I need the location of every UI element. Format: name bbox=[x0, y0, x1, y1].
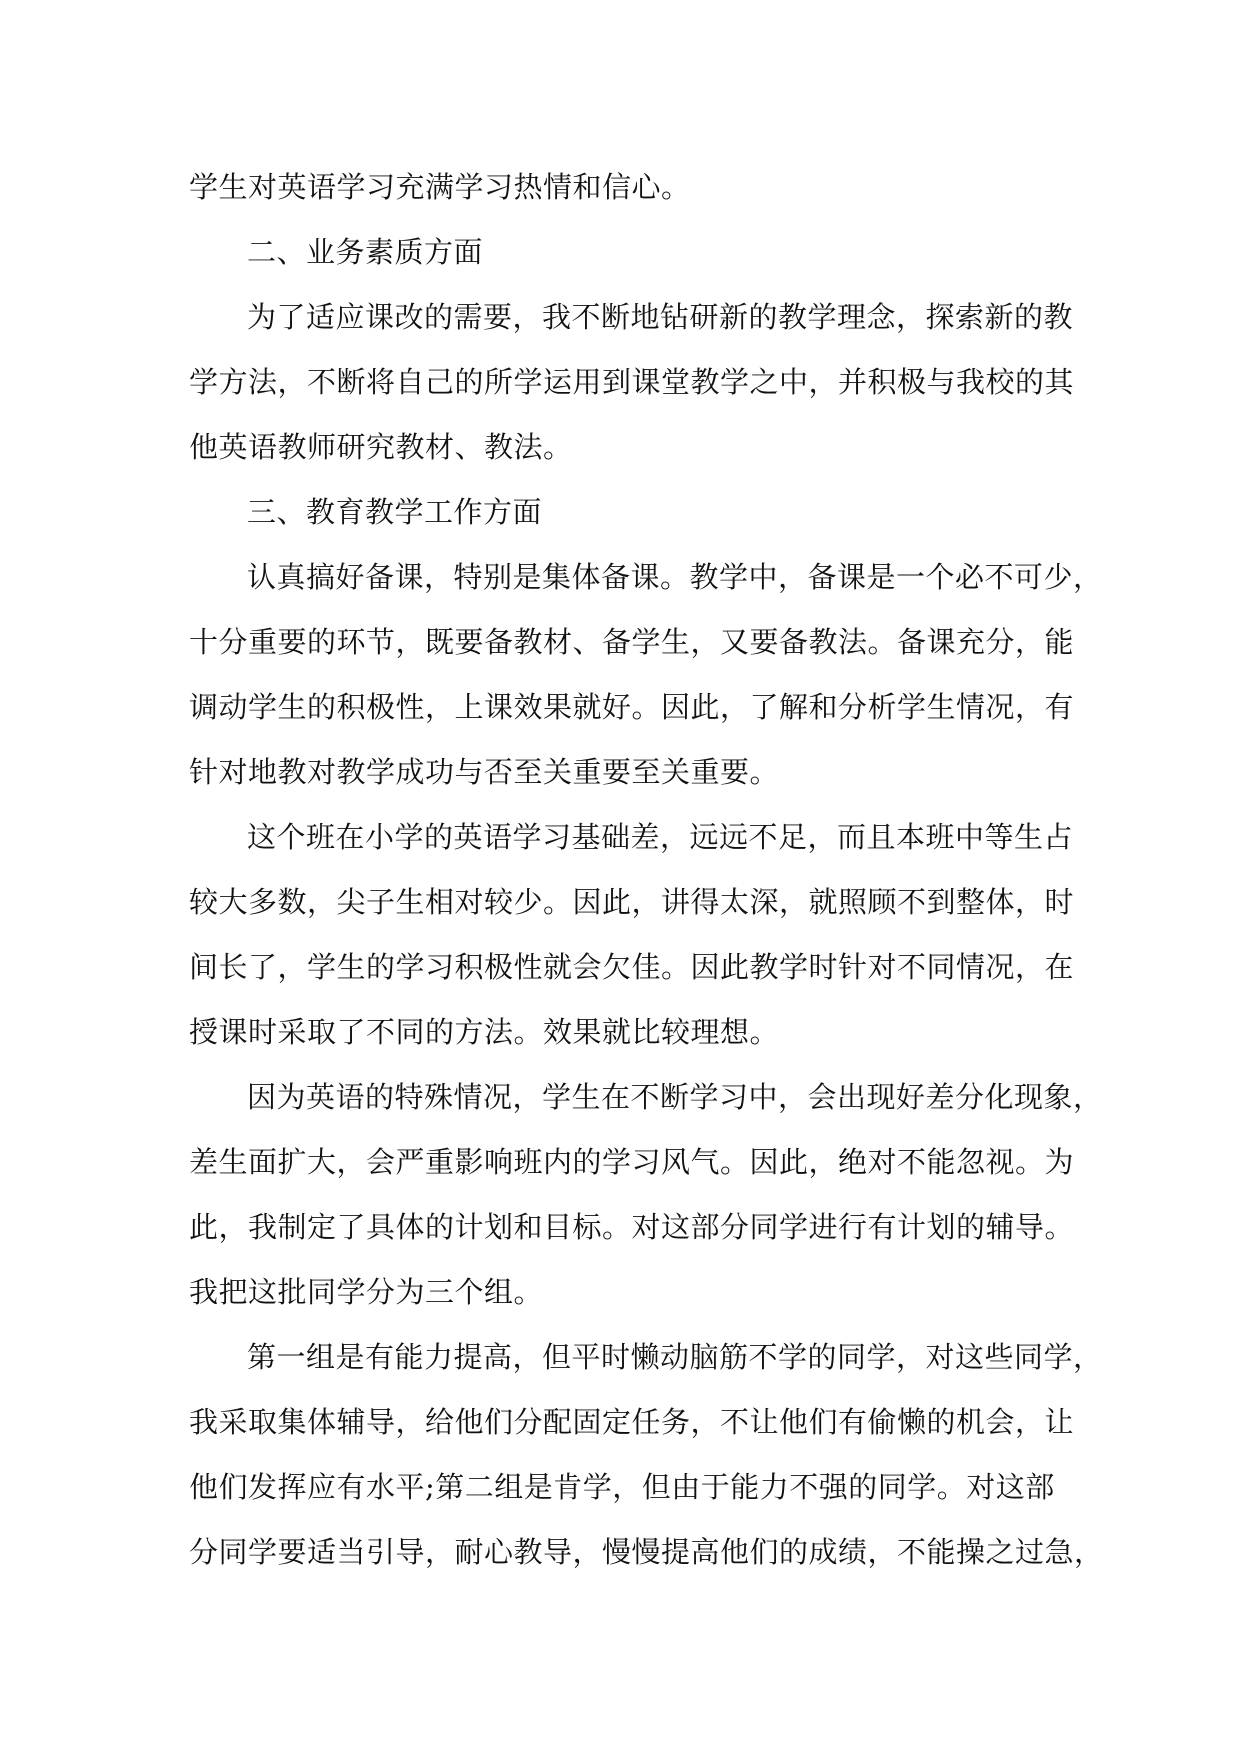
text-line: 较大多数，尖子生相对较少。因此，讲得太深，就照顾不到整体，时 bbox=[189, 885, 1075, 919]
text-line: 因为英语的特殊情况，学生在不断学习中，会出现好差分化现象， bbox=[247, 1080, 1103, 1114]
section-heading: 二、业务素质方面 bbox=[247, 235, 484, 269]
text-line: 认真搞好备课，特别是集体备课。教学中，备课是一个必不可少， bbox=[247, 560, 1103, 594]
text-line: 他英语教师研究教材、教法。 bbox=[189, 430, 573, 464]
text-line: 这个班在小学的英语学习基础差，远远不足，而且本班中等生占 bbox=[247, 820, 1074, 854]
text-line: 他们发挥应有水平;第二组是肯学，但由于能力不强的同学。对这部 bbox=[189, 1470, 1055, 1504]
text-line: 差生面扩大，会严重影响班内的学习风气。因此，绝对不能忽视。为 bbox=[189, 1145, 1075, 1179]
text-line: 分同学要适当引导，耐心教导，慢慢提高他们的成绩，不能操之过急， bbox=[189, 1535, 1104, 1569]
text-line: 授课时采取了不同的方法。效果就比较理想。 bbox=[189, 1015, 780, 1049]
section-heading: 三、教育教学工作方面 bbox=[247, 495, 543, 529]
document-body bbox=[189, 155, 1104, 1585]
text-line: 学生对英语学习充满学习热情和信心。 bbox=[189, 170, 691, 204]
text-line: 我采取集体辅导，给他们分配固定任务，不让他们有偷懒的机会，让 bbox=[189, 1405, 1075, 1439]
text-line: 为了适应课改的需要，我不断地钻研新的教学理念，探索新的教 bbox=[247, 300, 1074, 334]
text-line: 间长了，学生的学习积极性就会欠佳。因此教学时针对不同情况，在 bbox=[189, 950, 1075, 984]
text-line: 第一组是有能力提高，但平时懒动脑筋不学的同学，对这些同学， bbox=[247, 1340, 1103, 1374]
text-line: 十分重要的环节，既要备教材、备学生，又要备教法。备课充分，能 bbox=[189, 625, 1075, 659]
text-line: 调动学生的积极性，上课效果就好。因此，了解和分析学生情况，有 bbox=[189, 690, 1075, 724]
text-line: 此，我制定了具体的计划和目标。对这部分同学进行有计划的辅导。 bbox=[189, 1210, 1075, 1244]
text-line: 我把这批同学分为三个组。 bbox=[189, 1275, 544, 1309]
text-line: 学方法，不断将自己的所学运用到课堂教学之中，并积极与我校的其 bbox=[189, 365, 1075, 399]
text-line: 针对地教对教学成功与否至关重要至关重要。 bbox=[189, 755, 780, 789]
